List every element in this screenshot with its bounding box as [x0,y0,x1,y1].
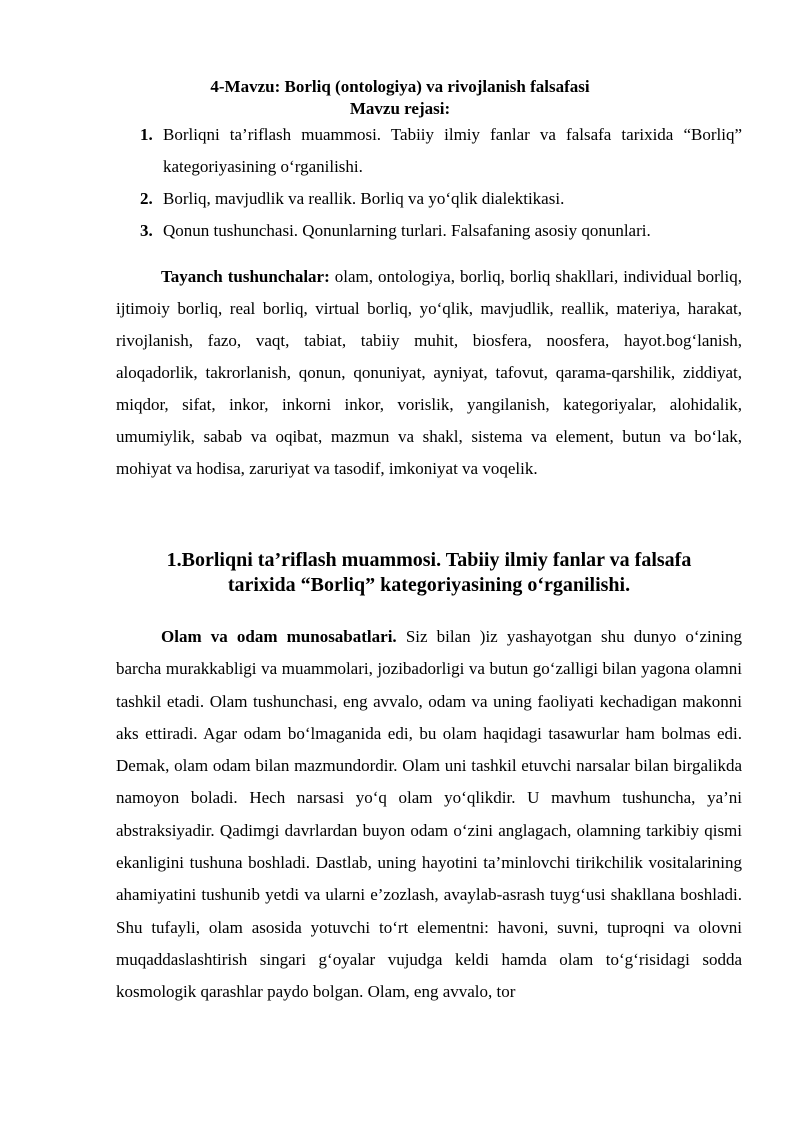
key-concepts-text: olam, ontologiya, borliq, borliq shakllari, individual borliq, ijtimoiy borliq, real borliq, virtual borliq, yo‘qlik, mavjudlik, reallik, materiya, harakat, rivojlanish, fazo, vaqt, tabiat, tabiiy muhit, biosfera, noosfera, hayot.bog‘lanish, aloqadorlik, takrorlanish, qonun, qonuniyat, ayniyat, tafovut, qarama-qarshilik, ziddiyat, miqdor, sifat, inkor, inkorni inkor, vorislik, yangilanish, kategoriyalar, alohidalik, umumiylik, sabab va oqibat, mazmun va shakl, sistema va element, butun va bo‘lak, mohiyat va hodisa, zaruriyat va tasodif, imkoniyat va voqelik. [116,267,742,478]
plan-item-number: 2. [140,189,153,208]
plan-item-text: Qonun tushunchasi. Qonunlarning turlari. Falsafaning asosiy qonunlari. [163,221,651,240]
plan-item [140,183,742,215]
plan-item [140,215,742,247]
paragraph-text: Siz bilan )iz yashayotgan shu dunyo o‘zining barcha murakkabligi va muammolari, jozibadorligi va butun go‘zalligi bilan yagona olamni tashkil etadi. Olam tushunchasi, eng avvalo, odam va uning faoliyati kechadigan makonni aks ettiradi. Agar odam bo‘lmaganida edi, bu olam haqidagi tasawurlar ham bolmas edi. Demak, olam odam bilan mazmundordir. Olam uni tashkil etuvchi narsalar bilan birgalikda namoyon boladi. Hech narsasi yo‘q olam yo‘qlikdir. U mavhum tushuncha, ya’ni abstraksiyadir. Qadimgi davrlardan buyon odam o‘zini anglagach, olamning tarkibiy qismi ekanligini tushuna boshladi. Dastlab, uning hayotini ta’minlovchi tirikchilik vositalarining ahamiyatini tushunib yetdi va ularni e’zozlash, avaylab-asrash tuyg‘usi shakllana boshladi. Shu tufayli, olam asosida yotuvchi to‘rt elementni: havoni, suvni, tuproqni va olovni muqaddaslashtirish singari g‘oyalar vujudga keldi hamda olam to‘g‘risidagi sodda kosmologik qarashlar paydo bolgan. Olam, eng avvalo, tor [116,627,742,1002]
section-heading-line: 1.Borliqni ta’riflash muammosi. Tabiiy ilmiy fanlar va falsafa [166,549,692,571]
section-heading [116,548,742,598]
paragraph-lead-label: Olam va odam munosabatlari. [161,627,397,646]
topic-plan-list [140,119,742,247]
plan-item-text: Borliq, mavjudlik va reallik. Borliq va yo‘qlik dialektikasi. [163,189,565,208]
body-paragraph [116,621,742,1009]
plan-item-number: 1. [140,125,153,144]
plan-item-text: Borliqni ta’riflash muammosi. Tabiiy ilmiy fanlar va falsafa tarixida “Borliq” kategoriyasining o‘rganilishi. [163,125,742,176]
plan-heading: Mavzu rejasi: [349,99,451,118]
key-concepts-paragraph [116,261,742,485]
key-concepts-label: Tayanch tushunchalar: [161,267,330,286]
plan-item [140,119,742,183]
topic-title: 4-Mavzu: Borliq (ontologiya) va rivojlanish falsafasi [210,77,590,96]
section-heading-line: tarixida “Borliq” kategoriyasining o‘rganilishi. [227,574,631,596]
plan-item-number: 3. [140,221,153,240]
